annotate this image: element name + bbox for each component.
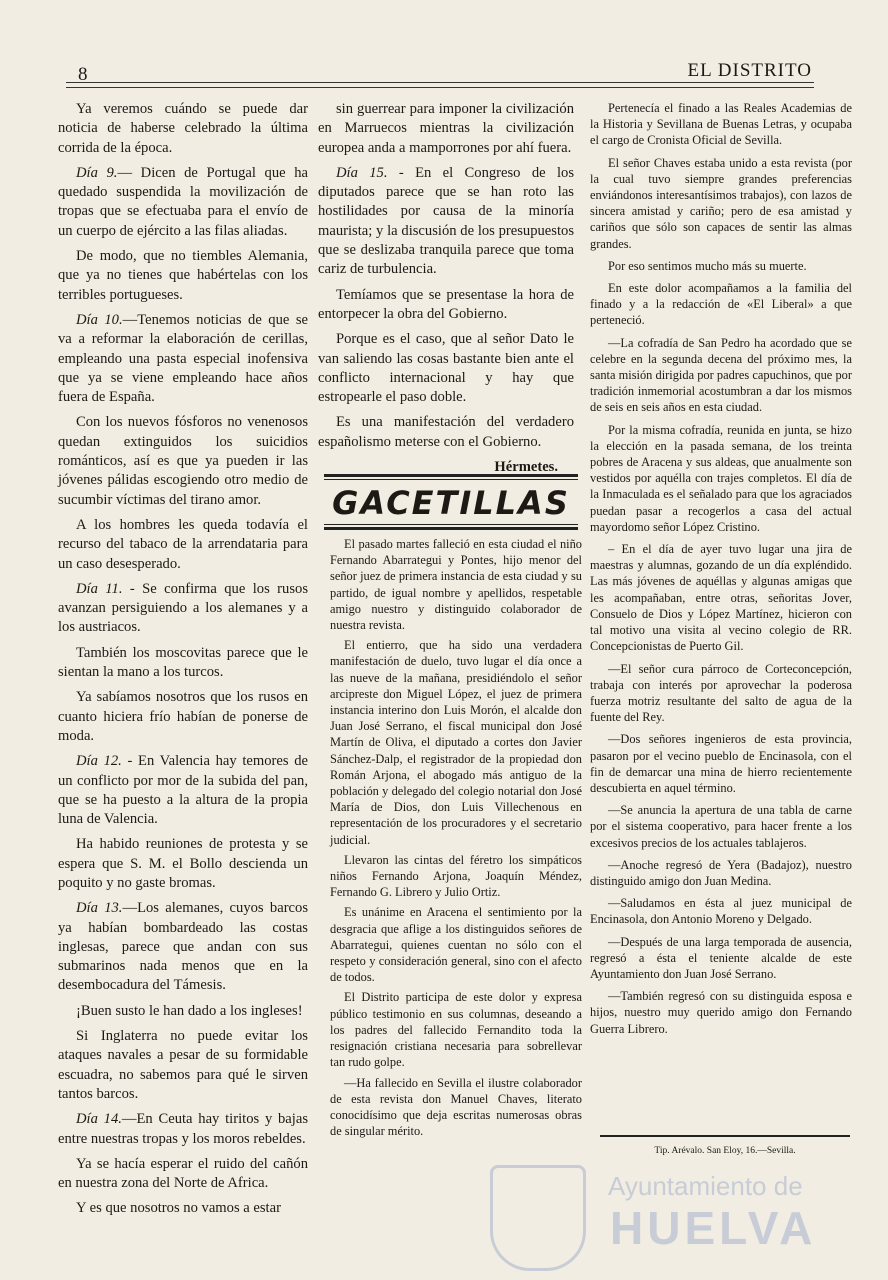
paragraph-text: Con los nuevos fósforos no venenosos quedan extinguidos los suicidios románticos, así es que ya pueden ir las jóvenes pálidas escogiendo otro medio de sucumbir víctimas del tirano amor. (58, 414, 308, 508)
paragraph-text: sin guerrear para imponer la civilización en Marruecos mientras la civilización europea anda a mamporrones por ahí fuera. (318, 101, 574, 156)
paragraph-text: - En Valencia hay temores de un conflicto por mor de la subida del pan, que se ha puesto a la altura de la propia luna de Valencia. (58, 753, 309, 828)
news-item: Pertenecía el finado a las Reales Academias de la Historia y Sevillana de Buenas Letras, y ocupaba el cargo de Cronista Oficial de Sevilla. (590, 101, 852, 148)
paragraph (318, 413, 574, 452)
paragraph (58, 644, 308, 683)
column-1 (58, 100, 308, 1225)
end-rule (600, 1135, 850, 1137)
news-item: —Después de una larga temporada de ausencia, regresó a ésta el teniente alcalde de este Ayuntamiento don Juan José Serrano. (590, 934, 852, 981)
news-item: —Dos señores ingenieros de esta provincia, pasaron por el vecino pueblo de Encinasola, con el fin de demarcar una mina de hierro recientemente descubierta en aquel término. (590, 732, 852, 795)
paragraph (58, 1002, 308, 1021)
news-item: —Saludamos en ésta al juez municipal de Encinasola, don Antonio Moreno y Delgado. (590, 896, 852, 927)
newspaper-title: EL DISTRITO (687, 60, 812, 81)
paragraph-text: Porque es el caso, que al señor Dato le van saliendo las cosas bastante bien ante el conflicto internacional y hay que estropearle el paso doble. (318, 331, 574, 406)
news-item: —Anoche regresó de Yera (Badajoz), nuestro distinguido amigo don Juan Medina. (590, 857, 852, 888)
news-item: El Distrito participa de este dolor y expresa público testimonio en sus columnas, deseando a los padres del fallecido Fernandito toda la resignación cristiana necesaria para sobrellevar tan rudo golpe. (330, 990, 582, 1070)
date-label: Día 11. (76, 580, 123, 597)
paragraph (58, 413, 308, 509)
news-item: Llevaron las cintas del féretro los simpáticos niños Fernando Arjona, Joaquín Méndez, Fernando G. Librero y Julio Ortiz. (330, 852, 582, 900)
paragraph (58, 164, 308, 241)
news-item: En este dolor acompañamos a la familia del finado y a la redacción de «El Liberal» a que perteneció. (590, 281, 852, 328)
watermark-line2: HUELVA (610, 1202, 817, 1254)
news-item: Es unánime en Aracena el sentimiento por la desgracia que aflige a los distinguidos señores de Abarrategui, quienes cuentan no sólo con el respeto y consideración general, sino con el afecto de todos. (330, 905, 582, 985)
paragraph (58, 752, 308, 829)
gacetillas-header (324, 474, 578, 530)
paragraph (58, 1110, 308, 1149)
paragraph-text: Es una manifestación del verdadero españolismo meterse con el Gobierno. (318, 414, 574, 450)
paragraph-text: Ya se hacía esperar el ruido del cañón en nuestra zona del Norte de Africa. (58, 1155, 308, 1192)
watermark (490, 1165, 820, 1265)
paragraph (318, 164, 574, 280)
paragraph-text: De modo, que no tiembles Alemania, que ya no tienes que habértelas con los terribles portugueses. (58, 248, 308, 303)
column-2 (318, 100, 574, 483)
author-signature: Hérmetes. (494, 459, 558, 476)
news-item: Por la misma cofradía, reunida en junta, se hizo la elección en la pasada semana, de los treinta pobres de Aracena y sus aldeas, que anualmente son vestidos por aquélla con trajes completos. El día de la Inmaculada es el señalado para que los agraciados puedan pasar a recogerlos a casa del actual mayordomo señor López Cristino. (590, 422, 852, 534)
date-label: Día 12. (76, 753, 122, 770)
paragraph-text: —Tenemos noticias de que se va a reformar la elaboración de cerillas, empleando una pasta especial inofensiva que ya se viene empleando hace años fuera de España. (58, 311, 309, 406)
column-3 (590, 100, 852, 1043)
paragraph-text: Ya sabíamos nosotros que los rusos en cuanto hiciera frío habían de ponerse de moda. (58, 689, 308, 744)
paragraph (318, 286, 574, 325)
paragraph-text: ¡Buen susto le han dado a los ingleses! (76, 1002, 303, 1019)
gacetillas-column-2 (330, 536, 582, 1143)
paragraph (318, 330, 574, 407)
news-item: —También regresó con su distinguida esposa e hijos, nuestro muy querido amigo don Fernando Guerra Librero. (590, 989, 852, 1036)
paragraph (58, 688, 308, 746)
paragraph (58, 516, 308, 574)
paragraph-text: Si Inglaterra no puede evitar los ataques navales a pesar de su formidable escuadra, no sabemos para qué le sirven tantos barcos. (58, 1028, 308, 1102)
news-item: —Se anuncia la apertura de una tabla de carne por el sistema cooperativo, para hacer frente a los excesivos precios de los actuales tablajeros. (590, 803, 852, 850)
paragraph-text: —En Ceuta hay tiritos y bajas entre nuestras tropas y los moros rebeldes. (58, 1111, 309, 1147)
paragraph-text: — Dicen de Portugal que ha quedado suspendida la movilización de tropas que se efectuaba para el envío de un cuerpo de ejército a las filas aliadas. (58, 164, 308, 239)
paragraph-text: Ya veremos cuándo se puede dar noticia de haberse celebrado la última corrida de la época. (58, 101, 308, 156)
paragraph-text: - Se confirma que los rusos avanzan persiguiendo a los alemanes y a los austriacos. (58, 580, 308, 636)
paragraph-text: Y es que nosotros no vamos a estar (76, 1200, 281, 1217)
printer-imprint: Tip. Arévalo. San Eloy, 16.—Sevilla. (654, 1146, 796, 1156)
paragraph-text: También los moscovitas parece que le sientan la mano a los turcos. (58, 644, 308, 681)
news-item: El señor Chaves estaba unido a esta revista (por la cual tuvo siempre grandes preferencias enviándonos interesantísimos trabajos), con lazos de sincera amistad y cariño; pero de esa amistad y cariños que sólo son capaces de sentir las almas grandes. (590, 155, 852, 251)
paragraph-text: A los hombres les queda todavía el recurso del tabaco de la arrendataria para un caso desesperado. (58, 516, 308, 572)
date-label: Día 13. (76, 900, 123, 917)
paragraph (318, 100, 574, 158)
paragraph (58, 1027, 308, 1104)
news-item: El pasado martes falleció en esta ciudad el niño Fernando Abarrategui y Pontes, hijo menor del señor juez de primera instancia de esta ciudad y su partido, de igual nombre y apellidos, respetable amigo nuestro y distinguido colaborador de nuestra revista. (330, 537, 582, 633)
paragraph-text: - En el Congreso de los diputados parece que se han roto las hostilidades por causa de la minoría maurista; y la discusión de los presupuestos que se deslizaba tranquila parece que toma cariz de turbulencia. (318, 164, 574, 278)
paragraph-text: Ha habido reuniones de protesta y se espera que S. M. el Bollo descienda un poquito y no gaste bromas. (58, 836, 308, 891)
date-label: Día 14. (76, 1111, 122, 1128)
paragraph (58, 1155, 308, 1194)
watermark-line1: Ayuntamiento de (608, 1171, 803, 1201)
gacetillas-rule-bottom (324, 524, 578, 530)
paragraph (58, 311, 308, 407)
watermark-shield-icon (490, 1165, 586, 1271)
date-label: Día 15. (336, 164, 388, 181)
news-item: – En el día de ayer tuvo lugar una jira de maestras y alumnas, gozando de un día expléndido. Las más jóvenes de aquéllas y algunas amigas que les acompañaban, entre otras, señoritas Jover, Consuelo de Dios y López Martínez, hicieron con tal motivo una visita al vecino colegio de RR. Concepcionistas de Puerto Gil. (590, 542, 852, 654)
paragraph (58, 100, 308, 158)
paragraph-text: —Los alemanes, cuyos barcos ya habían bombardeado las costas inglesas, parece que andan con sus submarinos nada menos que en la desembocadura del Támesis. (58, 900, 309, 994)
news-item: —El señor cura párroco de Corteconcepción, trabaja con interés por aprovechar la poderosa fuerza motriz resultante del salto de agua de la fuente del Rey. (590, 661, 852, 725)
news-item: —La cofradía de San Pedro ha acordado que se celebre en la segunda decena del próximo mes, la santa misión dirigida por padres capuchinos, que por tradición inmemorial acostumbran a dar los mismos de seis en seis años en esta ciudad. (590, 335, 852, 415)
paragraph (58, 247, 308, 305)
news-item: Por eso sentimos mucho más su muerte. (608, 258, 807, 273)
paragraph (58, 899, 308, 995)
gacetillas-title: GACETILLAS (332, 484, 570, 522)
date-label: Día 9. (76, 164, 118, 181)
date-label: Día 10. (76, 311, 123, 328)
paragraph (58, 580, 308, 638)
page-number: 8 (78, 64, 88, 85)
news-item: —Ha fallecido en Sevilla el ilustre colaborador de esta revista don Manuel Chaves, literato conocidísimo que deja escritas numerosas obras de singular mérito. (330, 1075, 582, 1139)
paragraph-text: Temíamos que se presentase la hora de entorpecer la obra del Gobierno. (318, 286, 574, 322)
paragraph (58, 835, 308, 893)
header-rule (66, 82, 814, 88)
paragraph (58, 1199, 308, 1218)
news-item: El entierro, que ha sido una verdadera manifestación de duelo, tuvo lugar el día once a las nueve de la mañana, presidiéndolo el señor arcipreste don Miguel López, el juez de primera instancia interino don Luis Morón, el alcalde don Juan José Serrano, el fiscal municipal don José Martín de Oliva, el diputado a cortes don Javier Sánchez-Dalp, el registrador de la propiedad don Román Arjona, el abogado más antiguo de la población y delegado del colegio notarial don José María de Dios, don Luis Villechenous en representación de los procuradores y el secretario judicial. (330, 638, 582, 847)
